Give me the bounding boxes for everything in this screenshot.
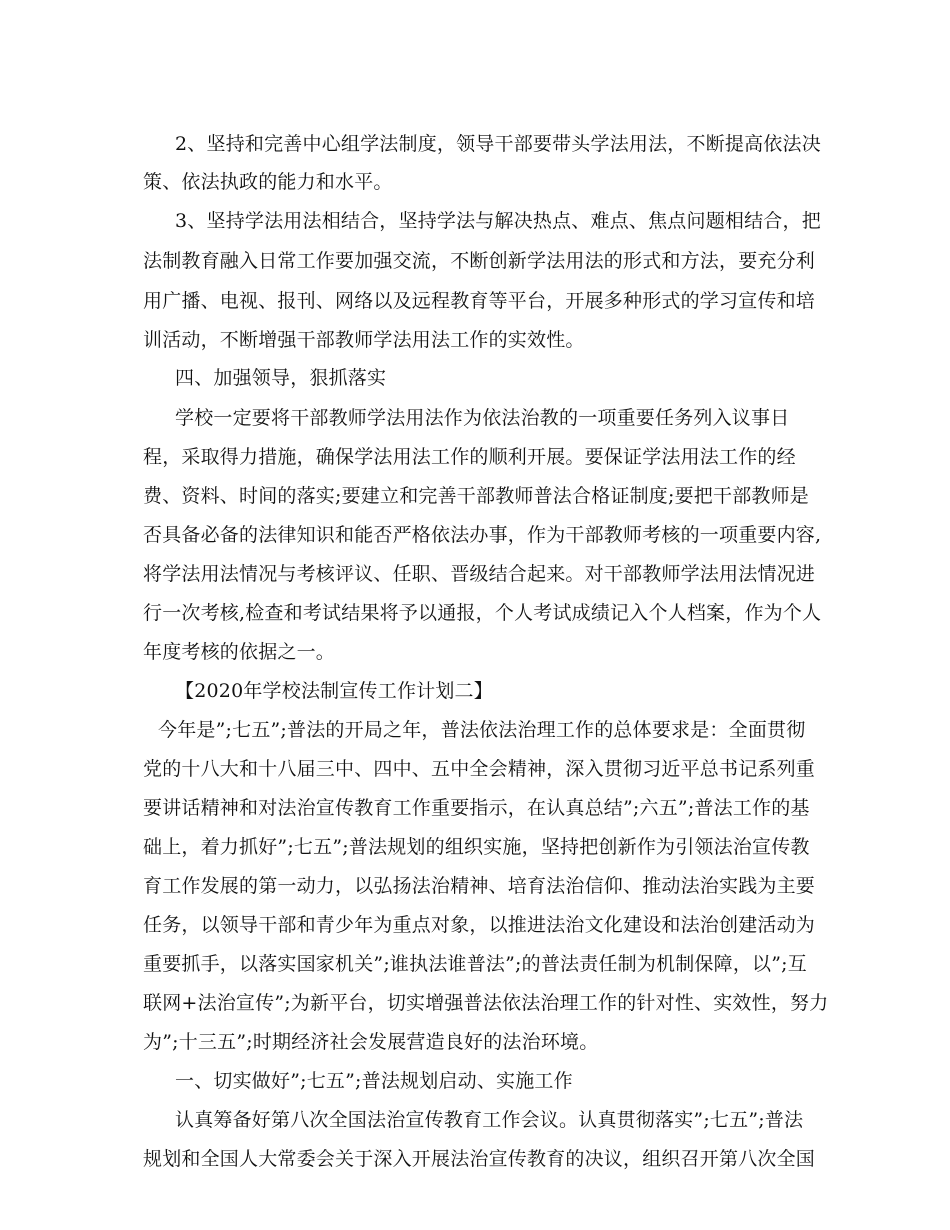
plan-title: 【2020年学校法制宣传工作计划二】 <box>175 680 493 702</box>
text-line: 重要抓手，以落实国家机关”;谁执法谁普法”;的普法责任制为机制保障，以”;互 <box>143 953 807 975</box>
text-line: 年度考核的依据之一。 <box>143 641 336 663</box>
text-line: 行一次考核,检查和考试结果将予以通报，个人考试成绩记入个人档案，作为个人 <box>143 602 822 624</box>
text-line: 联网+法治宣传”;为新平台，切实增强普法依法治理工作的针对性、实效性，努力 <box>143 992 829 1014</box>
text-line: 将学法用法情况与考核评议、任职、晋级结合起来。对干部教师学法用法情况进 <box>143 563 816 585</box>
text-line: 法制教育融入日常工作要加强交流，不断创新学法用法的形式和方法，要充分利 <box>143 250 816 272</box>
text-line: 2、坚持和完善中心组学法制度，领导干部要带头学法用法，不断提高依法决 <box>175 133 821 155</box>
text-line: 育工作发展的第一动力，以弘扬法治精神、培育法治信仰、推动法治实践为主要 <box>143 875 816 897</box>
text-line: 认真筹备好第八次全国法治宣传教育工作会议。认真贯彻落实”;七五”;普法 <box>175 1109 804 1131</box>
text-line: 党的十八大和十八届三中、四中、五中全会精神，深入贯彻习近平总书记系列重 <box>143 758 816 780</box>
text-line: 程，采取得力措施，确保学法用法工作的顺利开展。要保证学法用法工作的经 <box>143 446 796 468</box>
text-line: 费、资料、时间的落实;要建立和完善干部教师普法合格证制度;要把干部教师是 <box>143 485 810 507</box>
text-line: 今年是”;七五”;普法的开局之年，普法依法治理工作的总体要求是：全面贯彻 <box>158 719 806 741</box>
text-line: 3、坚持学法用法相结合，坚持学法与解决热点、难点、焦点问题相结合，把 <box>175 210 821 232</box>
text-line: 否具备必备的法律知识和能否严格依法办事，作为干部教师考核的一项重要内容, <box>143 524 822 546</box>
text-line: 要讲话精神和对法治宣传教育工作重要指示，在认真总结”;六五”;普法工作的基 <box>143 797 810 819</box>
text-line: 训活动，不断增强干部教师学法用法工作的实效性。 <box>143 329 585 351</box>
section-heading: 一、切实做好”;七五”;普法规划启动、实施工作 <box>175 1070 573 1092</box>
text-line: 为”;十三五”;时期经济社会发展营造良好的法治环境。 <box>143 1031 599 1053</box>
text-line: 用广播、电视、报刊、网络以及远程教育等平台，开展多种形式的学习宣传和培 <box>143 290 816 312</box>
text-line: 规划和全国人大常委会关于深入开展法治宣传教育的决议，组织召开第八次全国 <box>143 1148 816 1170</box>
text-line: 学校一定要将干部教师学法用法作为依法治教的一项重要任务列入议事日 <box>175 407 790 429</box>
text-line: 策、依法执政的能力和水平。 <box>143 171 393 193</box>
text-line: 任务，以领导干部和青少年为重点对象，以推进法治文化建设和法治创建活动为 <box>143 914 816 936</box>
text-line: 础上，着力抓好”;七五”;普法规划的组织实施，坚持把创新作为引领法治宣传教 <box>143 836 810 858</box>
section-heading: 四、加强领导，狠抓落实 <box>175 367 387 389</box>
